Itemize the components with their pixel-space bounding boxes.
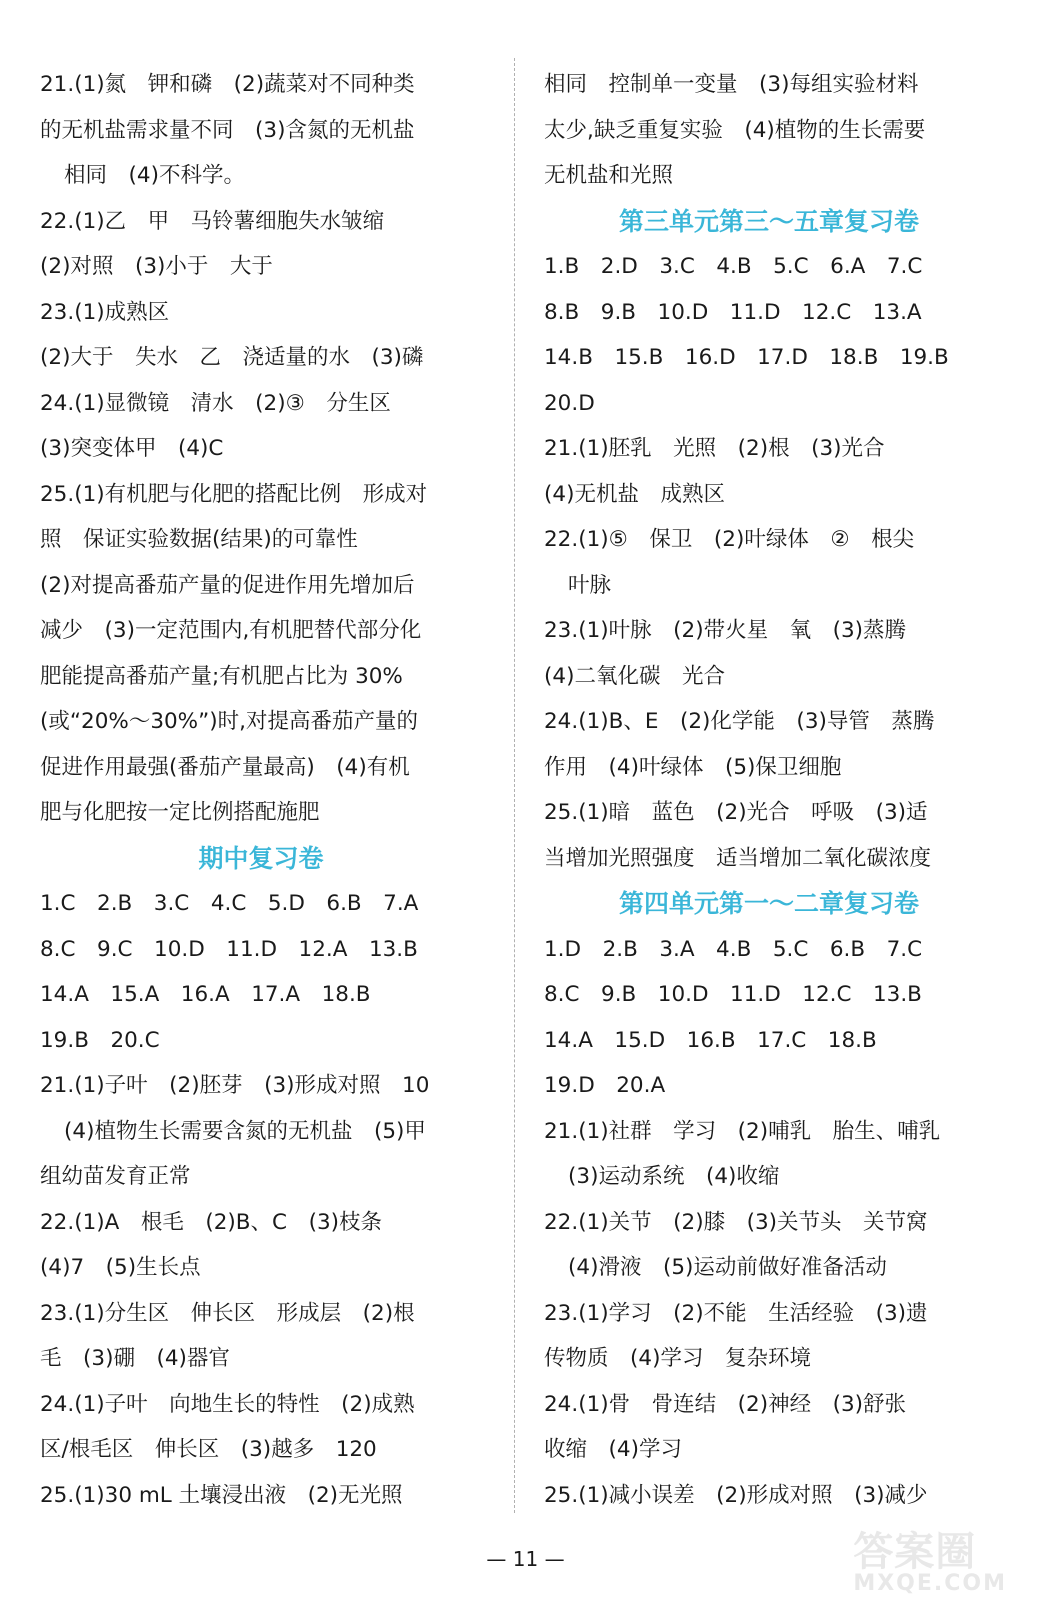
column-divider xyxy=(514,58,515,1513)
answer-line: 8.C 9.B 10.D 11.D 12.C 13.B xyxy=(544,982,922,1007)
answer-line: (4)二氧化碳 光合 xyxy=(544,663,725,689)
answer-line: 25.(1)减小误差 (2)形成对照 (3)减少 xyxy=(544,1482,928,1508)
answer-line: (2)对提高番茄产量的促进作用先增加后 xyxy=(40,572,415,598)
answer-line: 25.(1)暗 蓝色 (2)光合 呼吸 (3)适 xyxy=(544,800,928,825)
answer-line: 8.B 9.B 10.D 11.D 12.C 13.A xyxy=(544,299,922,325)
answer-line: 传物质 (4)学习 复杂环境 xyxy=(544,1346,811,1371)
answer-line: 21.(1)子叶 (2)胚芽 (3)形成对照 10 xyxy=(40,1073,430,1098)
answer-line: 23.(1)成熟区 xyxy=(40,299,170,325)
answer-line: 24.(1)骨 骨连结 (2)神经 (3)舒张 xyxy=(544,1391,907,1417)
answer-line: 22.(1)乙 甲 马铃薯细胞失水皱缩 xyxy=(40,208,385,234)
answer-line: 照 保证实验数据(结果)的可靠性 xyxy=(40,527,358,552)
answer-line: (或“20%～30%”)时,对提高番茄产量的 xyxy=(40,709,418,734)
answer-line: 当增加光照强度 适当增加二氧化碳浓度 xyxy=(544,845,932,871)
answer-line: 21.(1)社群 学习 (2)哺乳 胎生、哺乳 xyxy=(544,1118,941,1144)
answer-line: 21.(1)氮 钾和磷 (2)蔬菜对不同种类 xyxy=(40,72,415,97)
answer-line: 14.B 15.B 16.D 17.D 18.B 19.B xyxy=(544,345,949,370)
answer-line: 22.(1)A 根毛 (2)B、C (3)枝条 xyxy=(40,1209,383,1235)
answer-line: 23.(1)叶脉 (2)带火星 氧 (3)蒸腾 xyxy=(544,618,907,643)
answer-line: (2)对照 (3)小于 大于 xyxy=(40,254,273,279)
answer-line: (4)滑液 (5)运动前做好准备活动 xyxy=(568,1255,887,1280)
answer-line: 叶脉 xyxy=(568,572,612,598)
answer-line: 相同 (4)不科学。 xyxy=(64,163,245,188)
answer-line: (2)大于 失水 乙 浇适量的水 (3)磷 xyxy=(40,345,424,370)
answer-line: 22.(1)⑤ 保卫 (2)叶绿体 ② 根尖 xyxy=(544,527,915,552)
answer-line: 太少,缺乏重复实验 (4)植物的生长需要 xyxy=(544,117,926,143)
section-heading: 第三单元第三～五章复习卷 xyxy=(618,206,919,236)
answer-line: 23.(1)分生区 伸长区 形成层 (2)根 xyxy=(40,1300,415,1326)
answer-line: 20.D xyxy=(544,390,595,416)
answer-line: 14.A 15.A 16.A 17.A 18.B xyxy=(40,982,371,1007)
answer-line: 21.(1)胚乳 光照 (2)根 (3)光合 xyxy=(544,436,885,461)
right-column xyxy=(544,62,994,1518)
answer-line: 25.(1)有机肥与化肥的搭配比例 形成对 xyxy=(40,481,428,507)
answer-line: 25.(1)30 mL 土壤浸出液 (2)无光照 xyxy=(40,1482,403,1508)
watermark-logo xyxy=(853,1520,1007,1596)
answer-line: 组幼苗发育正常 xyxy=(40,1164,191,1189)
answer-line: 22.(1)关节 (2)膝 (3)关节头 关节窝 xyxy=(544,1209,928,1235)
answer-line: 的无机盐需求量不同 (3)含氮的无机盐 xyxy=(40,117,415,143)
section-heading: 期中复习卷 xyxy=(198,843,324,873)
section-heading: 第四单元第一～二章复习卷 xyxy=(618,889,919,918)
watermark-main: 答案圈 xyxy=(853,1529,977,1575)
answer-line: (3)运动系统 (4)收缩 xyxy=(568,1164,780,1189)
answer-line: 作用 (4)叶绿体 (5)保卫细胞 xyxy=(544,754,842,780)
answer-line: 相同 控制单一变量 (3)每组实验材料 xyxy=(544,72,919,97)
answer-line: 19.B 20.C xyxy=(40,1027,160,1053)
answer-line: 8.C 9.C 10.D 11.D 12.A 13.B xyxy=(40,936,418,962)
answer-line: (4)7 (5)生长点 xyxy=(40,1255,201,1280)
answer-line: 区/根毛区 伸长区 (3)越多 120 xyxy=(40,1437,377,1462)
answer-line: 促进作用最强(番茄产量最高) (4)有机 xyxy=(40,754,410,780)
answer-line: 24.(1)显微镜 清水 (2)③ 分生区 xyxy=(40,390,391,416)
answer-line: 14.A 15.D 16.B 17.C 18.B xyxy=(544,1027,877,1053)
watermark-sub: MXQE.COM xyxy=(853,1571,1007,1596)
answer-line: (3)突变体甲 (4)C xyxy=(40,436,224,461)
answer-line: (4)植物生长需要含氮的无机盐 (5)甲 xyxy=(64,1118,426,1144)
answer-line: 24.(1)B、E (2)化学能 (3)导管 蒸腾 xyxy=(544,709,935,734)
answer-line: 毛 (3)硼 (4)器官 xyxy=(40,1346,230,1371)
answer-line: 1.C 2.B 3.C 4.C 5.D 6.B 7.A xyxy=(40,891,419,916)
left-column xyxy=(40,62,482,1518)
answer-line: 24.(1)子叶 向地生长的特性 (2)成熟 xyxy=(40,1391,415,1417)
answer-line: 肥能提高番茄产量;有机肥占比为 30% xyxy=(40,663,403,689)
page-number: — 11 — xyxy=(486,1547,565,1571)
answer-line: 19.D 20.A xyxy=(544,1073,666,1098)
answer-line: (4)无机盐 成熟区 xyxy=(544,481,725,507)
answer-line: 肥与化肥按一定比例搭配施肥 xyxy=(40,800,320,825)
answer-line: 无机盐和光照 xyxy=(544,163,674,188)
answer-line: 收缩 (4)学习 xyxy=(544,1437,682,1462)
answer-line: 1.B 2.D 3.C 4.B 5.C 6.A 7.C xyxy=(544,254,923,279)
answer-line: 减少 (3)一定范围内,有机肥替代部分化 xyxy=(40,618,422,643)
answer-line: 1.D 2.B 3.A 4.B 5.C 6.B 7.C xyxy=(544,936,923,962)
answer-line: 23.(1)学习 (2)不能 生活经验 (3)遗 xyxy=(544,1300,928,1326)
